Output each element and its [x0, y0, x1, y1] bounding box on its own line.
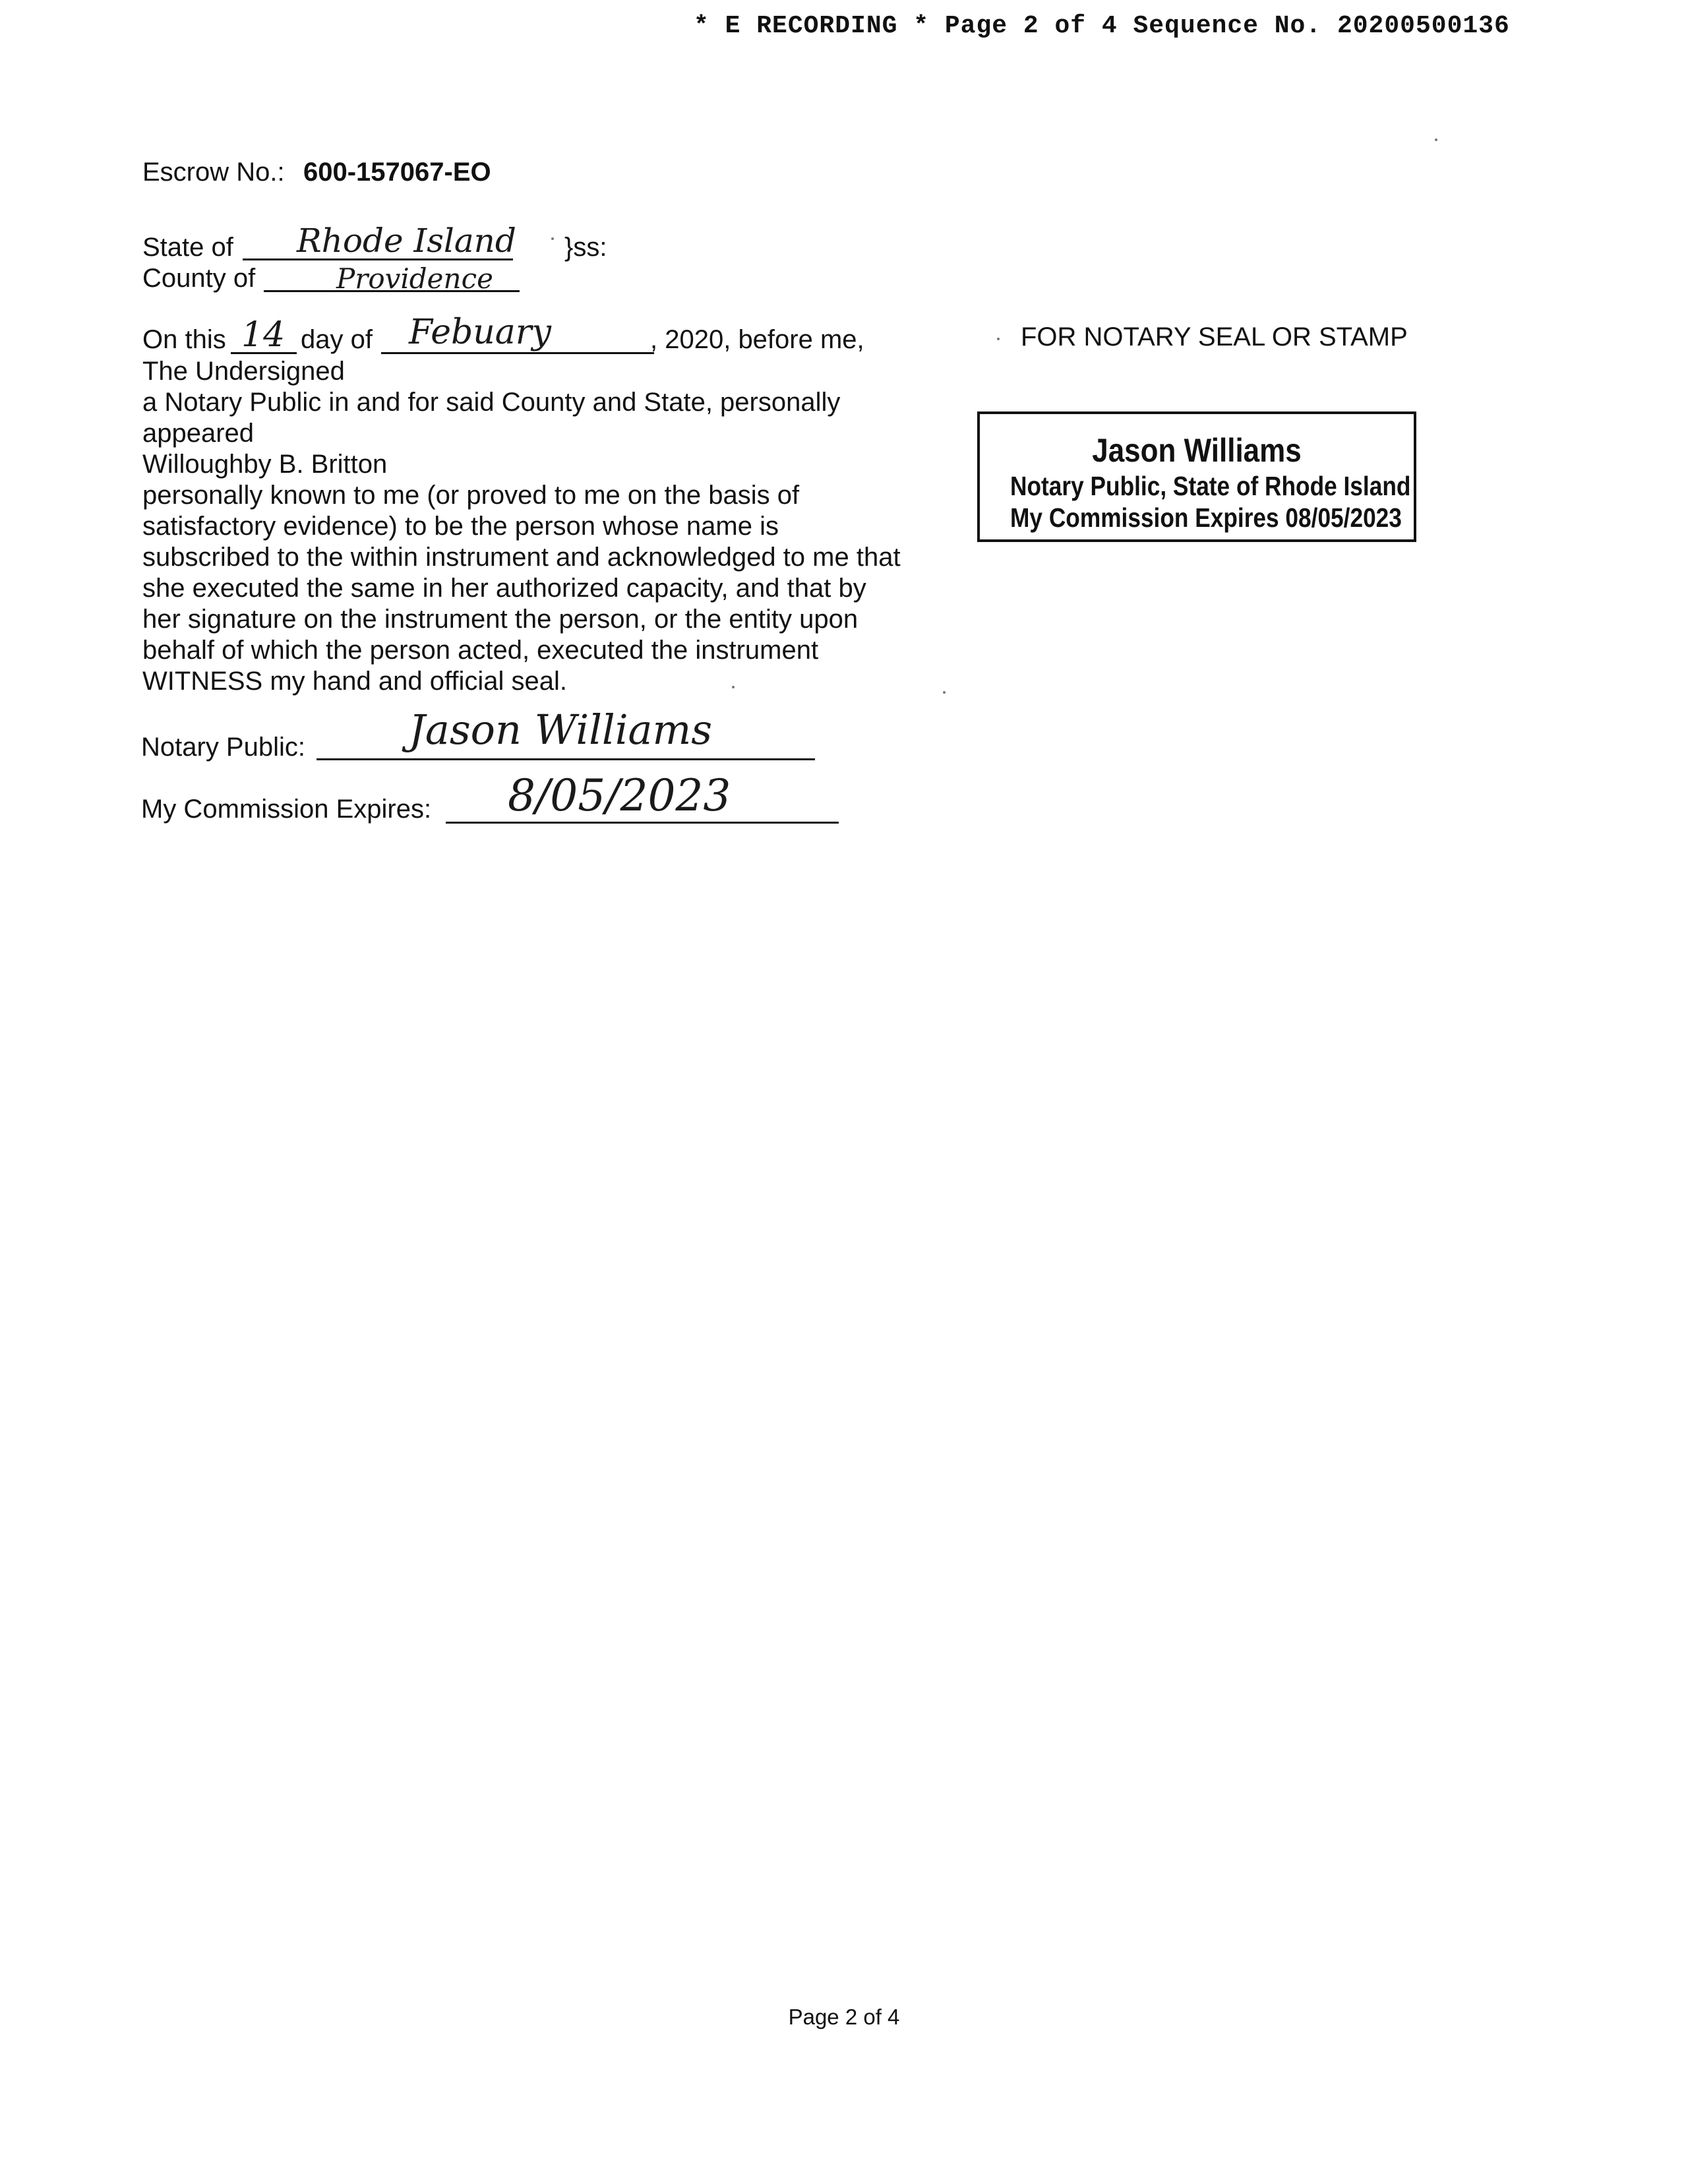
witness-line: WITNESS my hand and official seal. — [142, 667, 567, 696]
body-line-5: her signature on the instrument the person, or the entity upon — [142, 605, 859, 634]
notary-line: a Notary Public in and for said County and State, personally — [142, 388, 841, 417]
officer-name: The Undersigned — [142, 357, 345, 386]
recording-header: * E RECORDING * Page 2 of 4 Sequence No. 20200500136 — [694, 12, 1510, 40]
commission-line — [446, 822, 839, 824]
body-line-3: subscribed to the within instrument and acknowledged to me that — [142, 543, 901, 572]
seal-caption: FOR NOTARY SEAL OR STAMP — [1021, 322, 1408, 351]
signer-name: Willoughby B. Britton — [142, 450, 388, 479]
scan-speck — [943, 691, 946, 694]
notary-public-label: Notary Public: — [141, 733, 305, 762]
commission-handwritten: 8/05/2023 — [508, 770, 731, 821]
day-of-label: day of — [301, 325, 373, 354]
body-line-1: personally known to me (or proved to me on the basis of — [142, 481, 800, 510]
scan-speck — [1435, 138, 1437, 141]
escrow-number: 600-157067-EO — [303, 158, 491, 187]
stamp-expires: My Commission Expires 08/05/2023 — [1010, 502, 1402, 533]
scan-speck — [551, 237, 554, 240]
month-handwritten: Febuary — [409, 313, 552, 352]
year-text: , 2020, before me, — [650, 325, 864, 354]
notary-stamp — [977, 411, 1416, 542]
body-line-2: satisfactory evidence) to be the person whose name is — [142, 512, 779, 541]
on-this-label: On this — [142, 325, 226, 354]
ss-label: }ss: — [564, 233, 607, 262]
notary-signature-line — [316, 758, 815, 760]
notary-signature: Jason Williams — [409, 706, 713, 754]
scan-speck — [732, 686, 735, 688]
county-handwritten: Providence — [336, 262, 493, 295]
body-line-6: behalf of which the person acted, executed the instrument — [142, 636, 819, 665]
stamp-name: Jason Williams — [1092, 432, 1302, 469]
day-handwritten: 14 — [241, 315, 286, 355]
state-handwritten: Rhode Island — [297, 222, 516, 260]
escrow-label: Escrow No.: — [142, 158, 285, 187]
county-label: County of — [142, 264, 256, 293]
month-line — [381, 352, 654, 354]
commission-label: My Commission Expires: — [141, 795, 432, 824]
stamp-title: Notary Public, State of Rhode Island — [1010, 471, 1411, 501]
state-label: State of — [142, 233, 233, 262]
scan-speck — [997, 338, 1000, 340]
page-footer: Page 2 of 4 — [788, 2005, 900, 2029]
appeared-line: appeared — [142, 419, 255, 448]
body-line-4: she executed the same in her authorized capacity, and that by — [142, 574, 866, 603]
